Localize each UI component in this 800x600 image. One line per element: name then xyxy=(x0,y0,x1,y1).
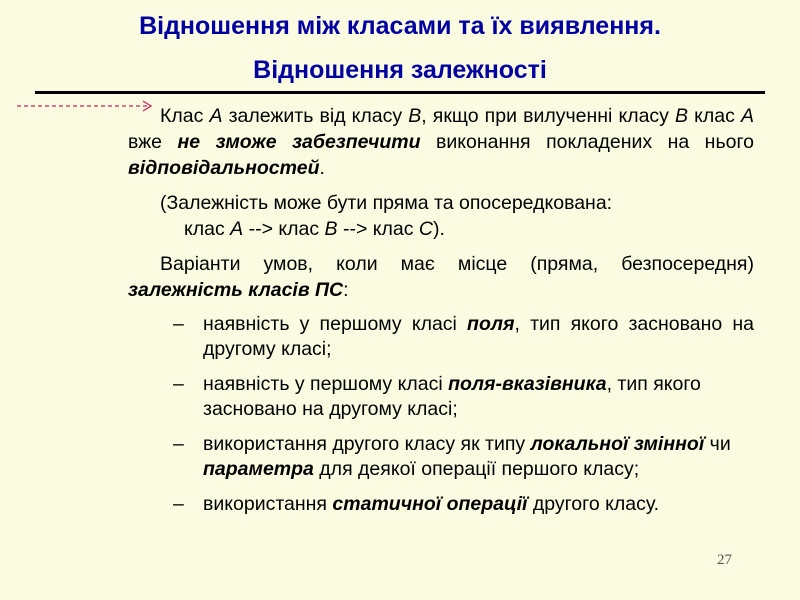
dash-bullet: – xyxy=(173,313,184,335)
list-item: – наявність у першому класі поля, тип якого засновано на другому класі; xyxy=(173,313,754,360)
page-number: 27 xyxy=(717,552,732,568)
slide-body xyxy=(128,103,754,527)
dash-bullet: – xyxy=(173,493,184,515)
dash-bullet: – xyxy=(173,433,184,455)
conditions-list xyxy=(128,312,754,517)
conditions-paragraph: Варіанти умов, коли має місце (пряма, безпосередня) залежність класів ПС: xyxy=(128,253,754,301)
slide-subtitle: Відношення залежності xyxy=(253,56,547,84)
emphasis-text: відповідальностей xyxy=(128,157,320,179)
title-divider xyxy=(35,91,765,94)
emphasis-text: залежність класів ПС xyxy=(128,279,344,301)
slide-title: Відношення між класами та їх виявлення. xyxy=(139,12,661,40)
dash-bullet: – xyxy=(173,373,184,395)
emphasis-text: не зможе забезпечити xyxy=(177,131,421,153)
list-item: – використання другого класу як типу локальної змінної чи параметра для деякої операції першого класу; xyxy=(173,433,731,480)
list-item: – використання статичної операції другого класу. xyxy=(173,493,660,515)
list-item: – наявність у першому класі поля-вказівника, тип якого засновано на другому класі; xyxy=(173,373,701,420)
definition-paragraph: Клас A залежить від класу B, якщо при вилученні класу B клас A вже не зможе забезпечити виконання покладених на нього відповідальностей. xyxy=(128,105,755,179)
dependency-kinds-paragraph: (Залежність може бути пряма та опосередкована: клас A --> клас B --> клас C). xyxy=(160,192,613,240)
